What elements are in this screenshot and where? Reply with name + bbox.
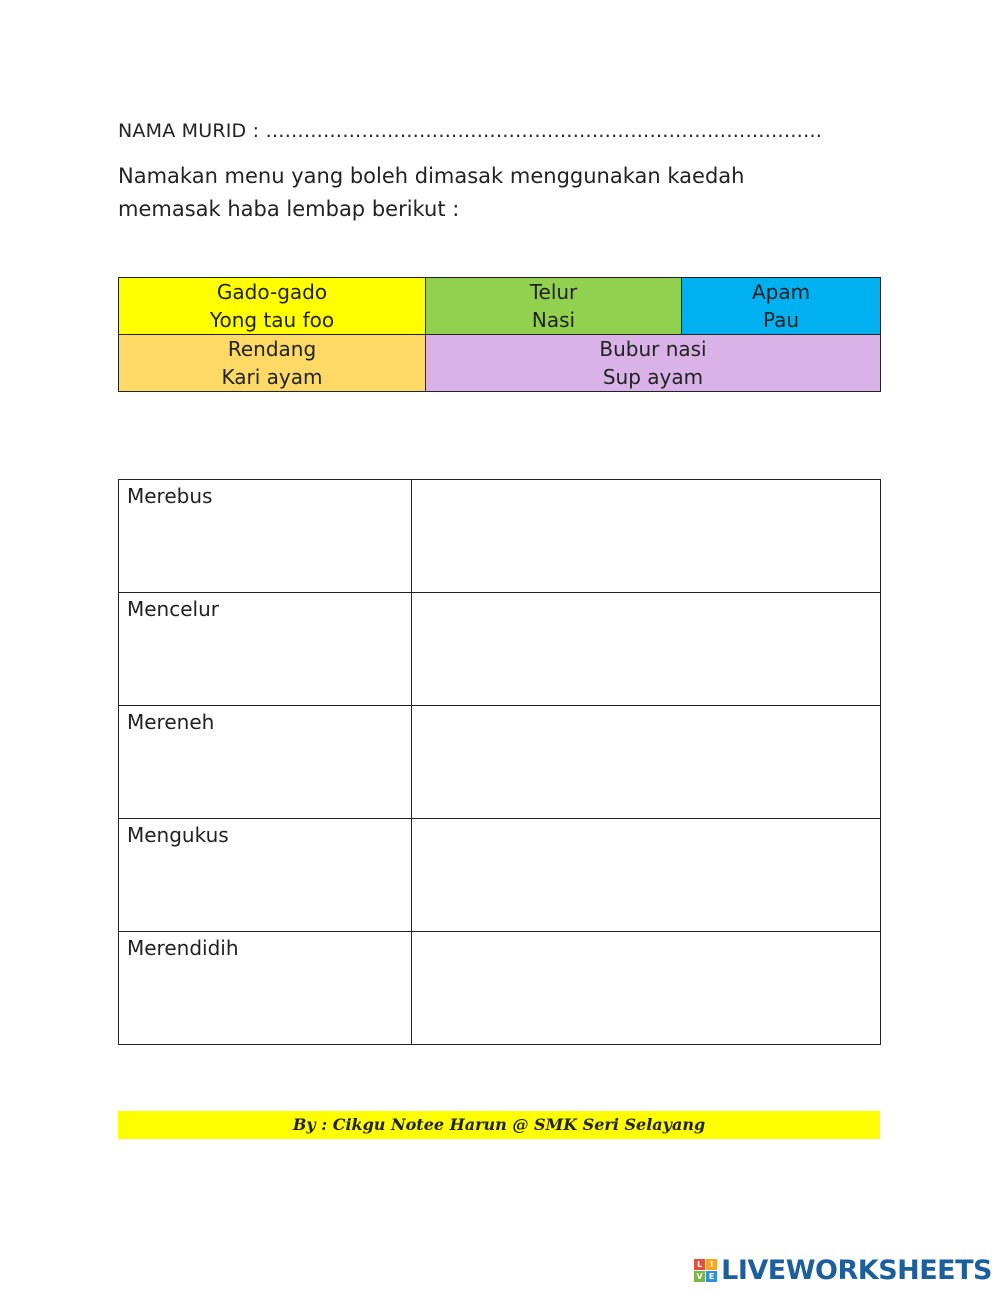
- brand-wordmark: LIVEWORKSHEETS: [721, 1254, 992, 1286]
- menu-item: Sup ayam: [602, 365, 704, 389]
- menu-cell-apam: [682, 278, 881, 335]
- method-label: Mereneh: [119, 706, 412, 819]
- method-label: Mencelur: [119, 593, 412, 706]
- menu-item: Nasi: [531, 308, 576, 332]
- menu-item: Rendang: [227, 337, 317, 361]
- logo-letter: L: [694, 1259, 705, 1270]
- cooking-methods-table: [118, 479, 881, 1045]
- menu-item: Kari ayam: [221, 365, 323, 389]
- menu-cell-telur: [426, 278, 682, 335]
- liveworksheets-logo-icon: [694, 1259, 717, 1282]
- menu-item: Yong tau foo: [209, 308, 335, 332]
- author-credit: By : Cikgu Notee Harun @ SMK Seri Selayang: [118, 1111, 880, 1139]
- answer-field-mengukus[interactable]: [412, 819, 881, 932]
- table-row: [119, 593, 881, 706]
- method-label: Merebus: [119, 480, 412, 593]
- menu-item: Gado-gado: [216, 280, 328, 304]
- menu-options-table: [118, 277, 881, 392]
- answer-field-merebus[interactable]: [412, 480, 881, 593]
- method-label: Merendidih: [119, 932, 412, 1045]
- answer-field-merendidih[interactable]: [412, 932, 881, 1045]
- menu-cell-bubur-nasi: [426, 335, 881, 392]
- menu-item: Bubur nasi: [599, 337, 707, 361]
- menu-item: Pau: [762, 308, 800, 332]
- logo-letter: E: [706, 1271, 717, 1282]
- menu-item: Telur: [529, 280, 578, 304]
- menu-item: Apam: [751, 280, 811, 304]
- menu-cell-gado-gado: [119, 278, 426, 335]
- logo-letter: I: [706, 1259, 717, 1270]
- method-label: Mengukus: [119, 819, 412, 932]
- table-row: [119, 480, 881, 593]
- student-name-line: NAMA MURID : ……………………………………………………………………………: [118, 120, 823, 142]
- table-row: [119, 706, 881, 819]
- liveworksheets-brand[interactable]: [694, 1254, 992, 1286]
- answer-field-mereneh[interactable]: [412, 706, 881, 819]
- menu-cell-rendang: [119, 335, 426, 392]
- logo-letter: V: [694, 1271, 705, 1282]
- table-row: [119, 819, 881, 932]
- instruction-text: Namakan menu yang boleh dimasak menggunakan kaedah memasak haba lembap berikut :: [118, 164, 745, 221]
- table-row: [119, 932, 881, 1045]
- answer-field-mencelur[interactable]: [412, 593, 881, 706]
